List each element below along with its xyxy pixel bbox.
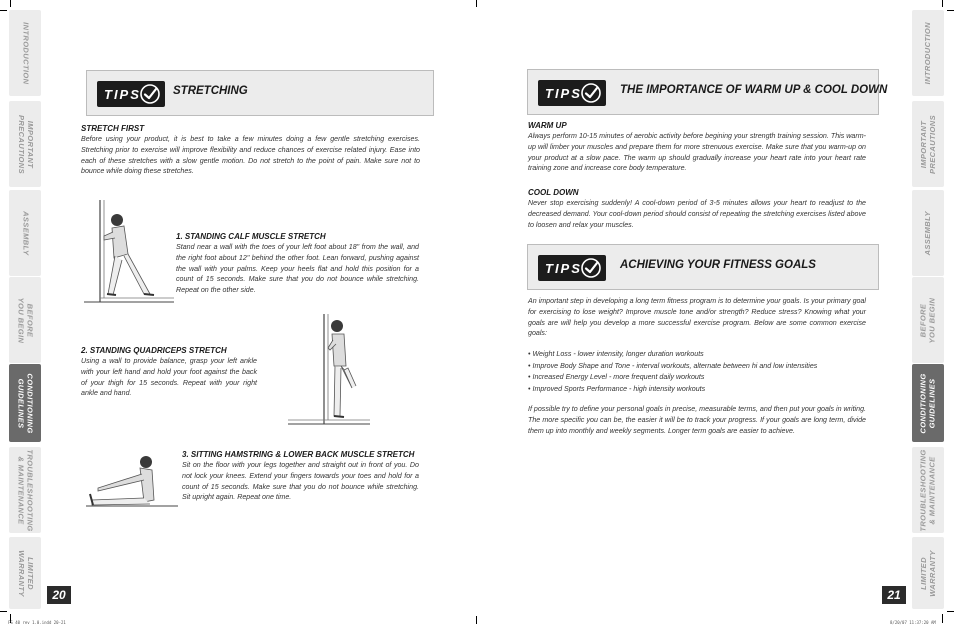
box-title: STRETCHING [173,85,248,97]
crop-mark [0,611,7,612]
tab-label: ASSEMBLY [21,210,31,256]
tips-badge [538,80,606,106]
tab-label: INTRODUCTION [922,21,932,85]
tab-assembly[interactable] [912,190,944,276]
goals-list [528,349,866,395]
crop-mark [0,10,7,11]
tips-badge [538,255,606,281]
tips-box-fitness-goals [527,244,879,290]
checkmark-icon [580,257,602,279]
tab-conditioning-guidelines[interactable] [9,364,41,442]
file-slug: FS 40 rev 1.0.indd 20-21 [8,620,66,625]
stretch-1-text: Stand near a wall with the toes of your left foot about 18" from the wall, and the right foot about 12" behind the other foot. Lean forward, pushing against the wall with your palms. Keep your heels flat and hold this position for a count of 15 seconds. Make sure that you do not bounce while stretching. Repeat on the other side. [176,243,419,295]
stretch-3-text: Sit on the floor with your legs together and straight out in front of you. Do not lock your knees. Extend your fingers towards your toes and hold for a count of 15 seconds. Make sure that you do not bounce while stretching. Sit upright again. Repeat one time. [182,461,419,502]
box-title: THE IMPORTANCE OF WARM UP & COOL DOWN [620,84,888,96]
tips-box-warm-up [527,69,888,115]
box-title: ACHIEVING YOUR FITNESS GOALS [620,259,816,271]
tips-label: TIPS [104,86,141,102]
quadriceps-stretch-illustration [284,312,372,430]
tab-before-you-begin[interactable] [9,277,41,363]
goals-intro-text: An important step in developing a long term fitness program is to determine your goals. Is your primary goal for exercising to lose weight? Improve muscle tone and/or strength? Reduce stress? Knowing what your goals are will help you develop a more successful exercise program. Below are some common exercise goals: [528,297,866,338]
crop-mark [947,10,954,11]
tips-label: TIPS [545,85,582,101]
tab-before-you-begin[interactable] [912,277,944,363]
list-item: • Increased Energy Level - more frequent daily workouts [528,372,866,384]
checkmark-icon [139,83,161,105]
date-slug: 8/20/07 11:37:20 AM [890,620,936,625]
stretch-2-text: Using a wall to provide balance, grasp your left ankle with your left hand and hold your foot against the back of your thigh for 15 seconds. Repeat with your right ankle and hand. [81,357,257,398]
tab-important-precautions[interactable] [9,101,41,187]
tab-important-precautions[interactable] [912,101,944,187]
warm-up-text: Always perform 10-15 minutes of aerobic activity before begining your strength training session. This warm-up will limber your muscles and prepare them for more strenuous exercise. Make sure that you warm-up on your product at a slow pace. The warm up should gradually increase your heart rate into your heart rate training zone and increase core body temperature. [528,132,866,173]
tab-label: CONDITIONING GUIDELINES [918,372,936,434]
checkmark-icon [580,82,602,104]
tab-label: IMPORTANT PRECAUTIONS [918,114,936,174]
tab-troubleshooting-maintenance[interactable] [9,447,41,533]
tab-troubleshooting-maintenance[interactable] [912,447,944,533]
page-number-right: 21 [882,586,906,604]
stretch-2-title: 2. STANDING QUADRICEPS STRETCH [81,346,227,355]
stretch-first-text: Before using your product, it is best to take a few minutes doing a few gentle stretching exercises. Stretching prior to exercise will improve flexibility and reduce chances of exercise related injury. Ease into each of these stretches with a slow gentle motion. Do not stretch to the point of pain. Make sure not to bounce while doing these stretches. [81,135,420,176]
tab-label: LIMITED WARRANTY [918,549,936,597]
tab-label: BEFORE YOU BEGIN [918,297,937,343]
crop-mark [942,0,943,7]
crop-mark [942,614,943,623]
tab-label: TROUBLESHOOTING & MAINTENANCE [17,448,35,532]
stretch-3-title: 3. SITTING HAMSTRING & LOWER BACK MUSCLE STRETCH [182,450,415,459]
tab-limited-warranty[interactable] [9,537,41,609]
tab-limited-warranty[interactable] [912,537,944,609]
tab-label: CONDITIONING GUIDELINES [17,372,35,434]
goals-outro-text: If possible try to define your personal goals in precise, measurable terms, and then put your goals in writing. The more specific you can be, the easier it will be to track your progress. If your goals are long term, divide them up into monthly and weekly segments. Longer term goals are easier to achieve. [528,405,866,435]
tab-introduction[interactable] [912,10,944,96]
list-item: • Weight Loss - lower intensity, longer duration workouts [528,349,866,361]
stretch-first-heading: STRETCH FIRST [81,124,145,133]
tab-label: TROUBLESHOOTING & MAINTENANCE [918,448,936,532]
tips-badge [97,81,165,107]
tab-label: INTRODUCTION [21,21,31,85]
tab-conditioning-guidelines[interactable] [912,364,944,442]
hamstring-stretch-illustration [84,450,180,512]
tips-label: TIPS [545,260,582,276]
list-item: • Improved Sports Performance - high intensity workouts [528,384,866,396]
cool-down-text: Never stop exercising suddenly! A cool-down period of 3-5 minutes allows your heart to readjust to the decreased demand. Your cool-down period should consist of repeating the stretching exercises listed above to loosen and relax your muscles. [528,199,866,229]
tab-label: ASSEMBLY [922,210,932,256]
tab-label: IMPORTANT PRECAUTIONS [17,114,35,174]
tab-label: LIMITED WARRANTY [17,549,35,597]
crop-mark [947,611,954,612]
crop-mark [10,0,11,7]
tab-label: BEFORE YOU BEGIN [17,297,35,343]
crop-mark [476,616,477,624]
tab-assembly[interactable] [9,190,41,276]
calf-stretch-illustration [82,198,176,310]
stretch-1-title: 1. STANDING CALF MUSCLE STRETCH [176,232,326,241]
crop-mark [476,0,477,7]
page-number-left: 20 [47,586,71,604]
cool-down-heading: COOL DOWN [528,188,579,197]
tips-box-stretching [86,70,434,116]
warm-up-heading: WARM UP [528,121,567,130]
list-item: • Improve Body Shape and Tone - interval workouts, alternate between hi and low intensities [528,361,866,373]
tab-introduction[interactable] [9,10,41,96]
